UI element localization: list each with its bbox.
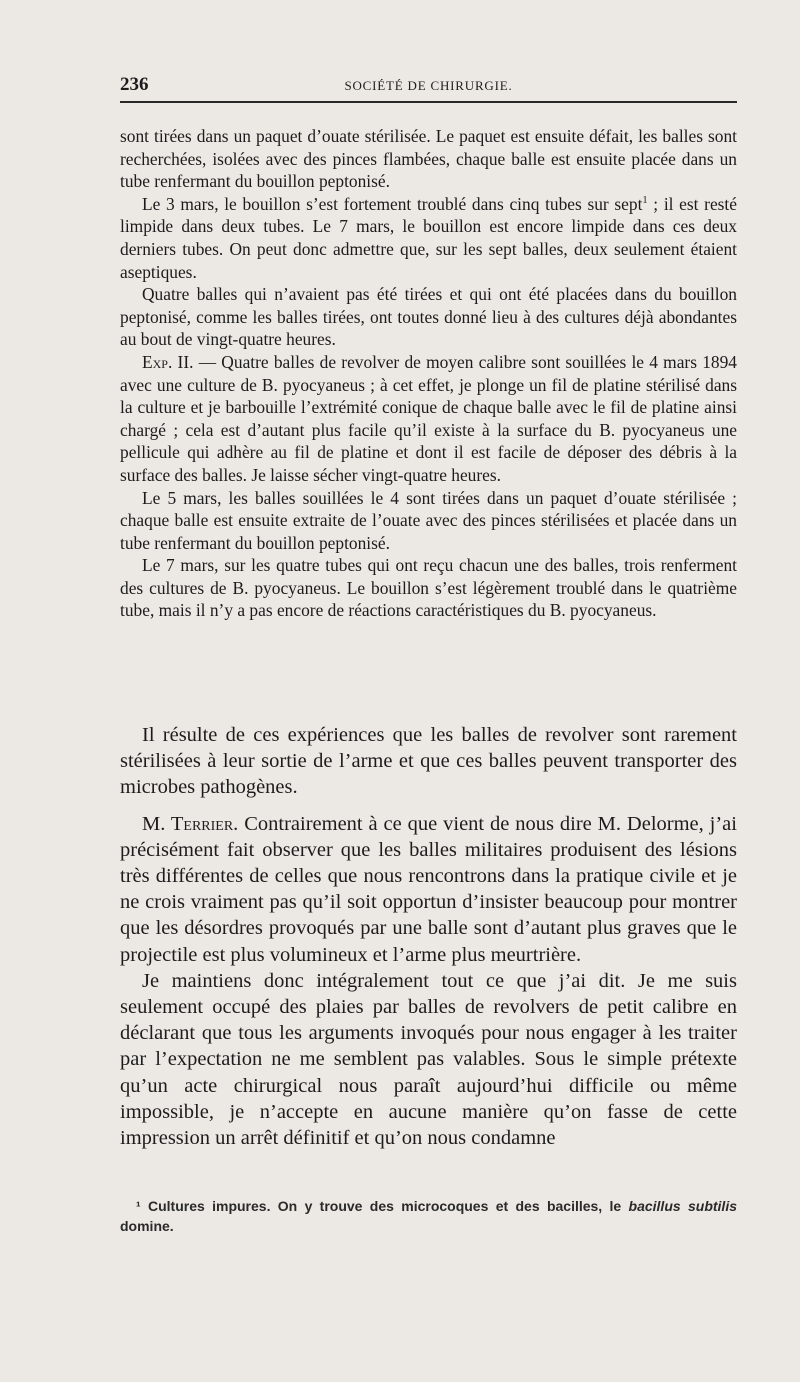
- footnote-reference: 1: [642, 194, 648, 206]
- paragraph: sont tirées dans un paquet d’ouate stérilisée. Le paquet est ensuite défait, les balles sont recherchées, isolées avec des pinces flambées, chaque balle est ensuite placée dans un tube renfermant du bouillon peptonisé.: [120, 126, 737, 192]
- experiment-label: Exp. II.: [142, 351, 194, 372]
- paragraph-text: — Quatre balles de revolver de moyen calibre sont souillées le 4 mars 1894 avec une culture de B. pyocyaneus ; à cet effet, je plonge un fil de platine stérilisé dans la culture et je barbouille l’extrémité conique de chaque balle avec le fil de platine ainsi chargé ; cela est d’autant plus facile qu’il existe à la surface du B. pyocyaneus une pellicule qui adhère au fil de platine et dont il est facile de déposer des débris à la surface des balles. Je laisse sécher vingt-quatre heures.: [120, 351, 737, 485]
- paragraph: Quatre balles qui n’avaient pas été tirées et qui ont été placées dans du bouillon peptonisé, comme les balles tirées, ont toutes donné lieu à des cultures déjà abondantes au bout de vingt-quatre heures.: [120, 284, 737, 350]
- experiment-text: [120, 125, 737, 622]
- paragraph: [120, 193, 737, 283]
- header-rule: [120, 101, 737, 103]
- footnote-mark: ¹: [136, 1198, 141, 1214]
- page-header: [120, 74, 737, 100]
- paragraph: Il résulte de ces expériences que les balles de revolver sont rarement stérilisées à leur sortie de l’arme et que ces balles peuvent transporter des microbes pathogènes.: [120, 724, 737, 799]
- paragraph-text: Contrairement à ce que vient de nous dire M. Delorme, j’ai précisément fait observer que les balles militaires produisent des lésions très différentes de celles que nous rencontrons dans la pratique civile et je ne crois vraiment pas qu’il soit opportun d’insister beaucoup pour montrer que les désordres provoqués par une balle sont d’autant plus graves que le projectile est plus volumineux et l’arme plus meurtrière.: [120, 812, 737, 966]
- paragraph-text: ; il est resté limpide dans deux tubes. Le 7 mars, le bouillon est encore limpide dans ces deux derniers tubes. On peut donc admettre que, sur les sept balles, deux seulement étaient aseptiques.: [120, 193, 737, 282]
- footnote-end: domine.: [120, 1218, 174, 1234]
- page-number: 236: [120, 74, 149, 95]
- footnote-italic: bacillus subtilis: [628, 1198, 737, 1214]
- footnote: [120, 1196, 737, 1236]
- paragraph: [120, 811, 737, 968]
- paragraph: [120, 351, 737, 487]
- running-title: SOCIÉTÉ DE CHIRURGIE.: [344, 78, 513, 93]
- paragraph: Le 7 mars, sur les quatre tubes qui ont reçu chacun une des balles, trois renferment des cultures de B. pyocyaneus. Le bouillon s’est légèrement troublé dans le quatrième tube, mais il n’y a pas encore de réactions caractéristiques du B. pyocyaneus.: [120, 555, 737, 621]
- footnote-text: Cultures impures. On y trouve des microcoques et des bacilles, le: [140, 1198, 629, 1214]
- speaker-name: M. Terrier.: [142, 812, 239, 835]
- paragraph: Le 5 mars, les balles souillées le 4 sont tirées dans un paquet d’ouate stérilisée ; chaque balle est ensuite extraite de l’ouate avec des pinces stérilisées et placée dans un tube renfermant du bouillon peptonisé.: [120, 487, 737, 553]
- discussion-text: [120, 722, 737, 1151]
- paragraph-text: Le 3 mars, le bouillon s’est fortement troublé dans cinq tubes sur sept: [142, 193, 643, 214]
- paragraph: Je maintiens donc intégralement tout ce que j’ai dit. Je me suis seulement occupé des plaies par balles de revolvers de petit calibre en déclarant que tous les arguments invoqués pour nous engager à les traiter par l’expectation ne me semblent pas valables. Sous le simple prétexte qu’un acte chirurgical nous paraît aujourd’hui difficile ou même impossible, je n’accepte en aucune manière qu’on fasse de cette impression un arrêt définitif et qu’on nous condamne: [120, 969, 737, 1150]
